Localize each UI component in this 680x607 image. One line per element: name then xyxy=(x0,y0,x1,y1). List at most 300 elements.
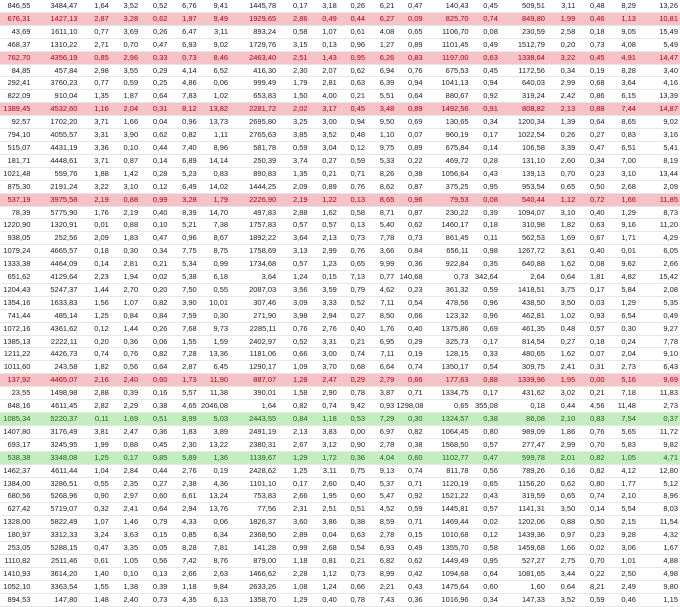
table-cell: 6,15 xyxy=(607,90,638,103)
table-cell: 861,45 xyxy=(425,232,471,245)
table-cell: 0,87 xyxy=(396,206,424,219)
table-row xyxy=(0,245,680,258)
table-cell: 3,64 xyxy=(230,271,278,284)
table-cell: 0,30 xyxy=(396,413,424,426)
table-cell: 0,57 xyxy=(471,438,500,451)
table-cell: 9,75 xyxy=(367,141,396,154)
table-cell: 1,07 xyxy=(310,25,339,38)
table-cell: 11,72 xyxy=(638,425,680,438)
table-cell: 627,42 xyxy=(0,503,32,516)
table-cell: 938,05 xyxy=(0,232,32,245)
table-cell: 7,54 xyxy=(607,413,638,426)
table-cell: 0,65 xyxy=(339,258,367,271)
table-cell: 310,98 xyxy=(500,219,547,232)
table-cell: 0,62 xyxy=(140,129,169,142)
table-cell: 5,54 xyxy=(607,503,638,516)
table-cell: 741,44 xyxy=(0,309,32,322)
table-cell: 13,73 xyxy=(199,116,230,129)
table-cell: 0,97 xyxy=(547,529,577,542)
table-cell: 0,53 xyxy=(339,413,367,426)
table-cell: 3,48 xyxy=(367,103,396,116)
table-cell: 4055,57 xyxy=(32,129,79,142)
table-row xyxy=(0,77,680,90)
table-cell: 13,36 xyxy=(199,348,230,361)
table-cell: 0,27 xyxy=(577,129,606,142)
table-cell: 5,34 xyxy=(169,258,198,271)
table-cell: 0,16 xyxy=(547,464,577,477)
table-cell: 0,69 xyxy=(471,322,500,335)
table-cell: 0,02 xyxy=(140,271,169,284)
table-cell: 2,13 xyxy=(547,103,577,116)
table-cell: 0,27 xyxy=(140,477,169,490)
table-cell: 6,05 xyxy=(638,245,680,258)
table-cell: 3,81 xyxy=(79,425,110,438)
table-cell: 1,66 xyxy=(111,116,140,129)
table-cell: 0,65 xyxy=(425,400,471,413)
table-cell: 0,34 xyxy=(140,245,169,258)
table-cell: 825,70 xyxy=(425,12,471,25)
table-cell: 2,09 xyxy=(278,180,309,193)
table-cell: 8,96 xyxy=(199,141,230,154)
table-cell: 1,18 xyxy=(310,413,339,426)
table-cell: 0,84 xyxy=(278,413,309,426)
table-cell: 0,82 xyxy=(577,464,606,477)
table-cell: 0,63 xyxy=(339,77,367,90)
table-cell: 0,08 xyxy=(471,193,500,206)
table-cell: 2,19 xyxy=(79,193,110,206)
table-cell: 656,11 xyxy=(425,245,471,258)
table-cell: 1,09 xyxy=(278,361,309,374)
table-cell: 9,16 xyxy=(607,219,638,232)
table-cell: 1081,65 xyxy=(500,567,547,580)
table-cell: 1,83 xyxy=(169,425,198,438)
table-cell: 1,81 xyxy=(577,271,606,284)
table-cell: 0,88 xyxy=(547,516,577,529)
table-cell: 2,86 xyxy=(278,12,309,25)
table-cell: 0,91 xyxy=(471,103,500,116)
table-cell: 0,13 xyxy=(140,567,169,580)
table-cell: 2,10 xyxy=(547,413,577,426)
table-cell: 1298,08 xyxy=(396,400,424,413)
table-cell: 8,62 xyxy=(367,180,396,193)
table-cell: 1,15 xyxy=(638,593,680,606)
table-cell: 480,65 xyxy=(500,348,547,361)
table-cell: 0,35 xyxy=(471,258,500,271)
table-cell: 0,64 xyxy=(396,90,424,103)
table-cell: 0,64 xyxy=(547,580,577,593)
table-cell: 1,56 xyxy=(79,296,110,309)
table-cell: 1418,51 xyxy=(500,283,547,296)
table-cell: 0,66 xyxy=(339,580,367,593)
table-cell: 0,23 xyxy=(577,529,606,542)
table-cell: 1,27 xyxy=(367,38,396,51)
table-cell: 0,33 xyxy=(140,51,169,64)
table-cell: 0,74 xyxy=(339,348,367,361)
table-cell: 2491,19 xyxy=(230,425,278,438)
table-cell: 1106,70 xyxy=(425,25,471,38)
table-cell: 3,69 xyxy=(111,25,140,38)
table-cell: 4,62 xyxy=(367,283,396,296)
table-cell: 1410,93 xyxy=(0,567,32,580)
table-cell: 0,80 xyxy=(577,477,606,490)
table-cell: 0,71 xyxy=(396,516,424,529)
table-cell: 4,33 xyxy=(169,516,198,529)
table-cell: 3,64 xyxy=(607,77,638,90)
table-cell: 1,82 xyxy=(547,219,577,232)
table-cell: 1110,82 xyxy=(0,554,32,567)
table-row xyxy=(0,387,680,400)
table-cell: 0,84 xyxy=(396,245,424,258)
table-row xyxy=(0,400,680,413)
table-row xyxy=(0,271,680,284)
table-cell: 0,50 xyxy=(577,180,606,193)
table-cell: 1120,19 xyxy=(425,477,471,490)
table-cell: 457,84 xyxy=(32,64,79,77)
table-cell: 1,11 xyxy=(199,129,230,142)
table-cell: 3975,58 xyxy=(32,193,79,206)
table-cell: 3,44 xyxy=(547,567,577,580)
table-cell: 7,29 xyxy=(367,413,396,426)
table-cell: 0,54 xyxy=(339,542,367,555)
table-cell: 7,38 xyxy=(199,219,230,232)
table-cell: 252,56 xyxy=(32,232,79,245)
table-cell: 11,48 xyxy=(607,400,638,413)
table-cell: 0,10 xyxy=(140,219,169,232)
table-cell: 123,32 xyxy=(425,309,471,322)
table-cell: 9,10 xyxy=(638,348,680,361)
table-cell: 2,94 xyxy=(169,503,198,516)
table-cell: 0,60 xyxy=(396,451,424,464)
table-cell: 1,05 xyxy=(607,451,638,464)
table-cell: 9,82 xyxy=(638,438,680,451)
table-cell: 3,24 xyxy=(79,529,110,542)
table-cell: 1156,20 xyxy=(500,477,547,490)
table-row xyxy=(0,593,680,606)
table-cell: 1,59 xyxy=(199,335,230,348)
table-cell: 0,74 xyxy=(310,400,339,413)
table-cell: 0,40 xyxy=(577,245,606,258)
table-row xyxy=(0,116,680,129)
table-cell: 2,30 xyxy=(278,64,309,77)
table-cell: 0,69 xyxy=(396,116,424,129)
table-cell: 0,60 xyxy=(140,490,169,503)
table-cell: 0,01 xyxy=(79,219,110,232)
table-cell: 0,02 xyxy=(471,516,500,529)
table-cell: 14,47 xyxy=(638,51,680,64)
table-cell: 0,71 xyxy=(396,387,424,400)
table-cell: 1333,38 xyxy=(0,258,32,271)
table-cell: 6,97 xyxy=(367,425,396,438)
table-cell: 1826,37 xyxy=(230,516,278,529)
table-cell: 13,26 xyxy=(638,0,680,12)
table-row xyxy=(0,580,680,593)
table-cell: 1056,64 xyxy=(425,167,471,180)
table-row xyxy=(0,38,680,51)
table-cell: 2,42 xyxy=(547,90,577,103)
table-cell: 7,68 xyxy=(169,322,198,335)
table-cell: 0,74 xyxy=(577,490,606,503)
table-cell: 0,22 xyxy=(577,567,606,580)
table-row xyxy=(0,296,680,309)
table-cell: 0,82 xyxy=(577,451,606,464)
table-cell: 0,76 xyxy=(339,180,367,193)
table-cell: 2046,08 xyxy=(199,400,230,413)
table-cell: 3,75 xyxy=(547,283,577,296)
table-cell: 1139,67 xyxy=(230,451,278,464)
table-cell: 3,25 xyxy=(278,116,309,129)
table-cell: 1389,45 xyxy=(0,103,32,116)
table-cell: 4,56 xyxy=(577,400,606,413)
table-cell: 1016,96 xyxy=(425,593,471,606)
table-cell: 0,40 xyxy=(310,593,339,606)
table-cell: 7,28 xyxy=(169,348,198,361)
table-cell: 1,10 xyxy=(367,129,396,142)
table-cell: 5,33 xyxy=(367,154,396,167)
table-cell: 137,92 xyxy=(0,374,32,387)
table-cell: 106,58 xyxy=(500,141,547,154)
table-cell: 6,61 xyxy=(169,490,198,503)
table-cell: 0,93 xyxy=(577,309,606,322)
table-cell: 0,27 xyxy=(547,335,577,348)
table-cell: 1102,77 xyxy=(425,451,471,464)
table-cell: 4465,07 xyxy=(32,374,79,387)
table-cell: 130,65 xyxy=(425,116,471,129)
table-cell: 811,78 xyxy=(425,464,471,477)
table-cell: 0,09 xyxy=(396,12,424,25)
table-cell: 527,27 xyxy=(500,554,547,567)
table-cell: 3,00 xyxy=(310,348,339,361)
table-cell: 6,82 xyxy=(367,554,396,567)
table-cell: 0,76 xyxy=(396,64,424,77)
table-cell: 13,22 xyxy=(199,438,230,451)
table-cell: 1,73 xyxy=(169,374,198,387)
table-cell: 2,82 xyxy=(79,400,110,413)
table-cell: 438,50 xyxy=(500,296,547,309)
table-cell: 0,83 xyxy=(396,51,424,64)
table-cell: 0,55 xyxy=(199,283,230,296)
table-cell: 0,01 xyxy=(607,245,638,258)
table-cell: 1079,24 xyxy=(0,245,32,258)
table-cell: 4,86 xyxy=(169,77,198,90)
table-cell: 3,85 xyxy=(278,129,309,142)
table-cell: 0,17 xyxy=(471,129,500,142)
table-cell: 7,75 xyxy=(169,245,198,258)
table-cell: 7,13 xyxy=(339,271,367,284)
table-cell: 894,53 xyxy=(0,593,32,606)
table-cell: 2,50 xyxy=(607,567,638,580)
table-cell: 2226,90 xyxy=(230,193,278,206)
table-cell: 86,08 xyxy=(500,413,547,426)
table-cell: 5268,96 xyxy=(32,490,79,503)
table-cell: 0,88 xyxy=(111,438,140,451)
table-cell: 2511,46 xyxy=(32,554,79,567)
table-cell: 0,57 xyxy=(278,258,309,271)
table-cell: 2,13 xyxy=(278,425,309,438)
table-cell: 3363,54 xyxy=(32,580,79,593)
table-cell: 0,10 xyxy=(111,567,140,580)
table-cell: 640,88 xyxy=(500,258,547,271)
table-cell: 3,31 xyxy=(79,129,110,142)
table-cell: 4,00 xyxy=(310,90,339,103)
table-cell: 1350,17 xyxy=(425,361,471,374)
table-cell: 1094,07 xyxy=(500,206,547,219)
table-cell: 1,83 xyxy=(111,232,140,245)
table-cell: 3,56 xyxy=(278,283,309,296)
table-cell: 0,85 xyxy=(140,451,169,464)
table-cell: 6,13 xyxy=(199,593,230,606)
table-cell: 2,66 xyxy=(278,490,309,503)
table-cell: 3,50 xyxy=(547,296,577,309)
table-cell: 5,23 xyxy=(169,167,198,180)
table-cell: 1211,22 xyxy=(0,348,32,361)
table-cell: 8,96 xyxy=(638,490,680,503)
table-cell: 1197,00 xyxy=(425,51,471,64)
table-cell: 0,55 xyxy=(79,477,110,490)
table-cell: 0,74 xyxy=(79,348,110,361)
table-cell: 0,64 xyxy=(577,116,606,129)
table-cell: 7,44 xyxy=(607,103,638,116)
table-cell: 0,26 xyxy=(140,25,169,38)
table-row xyxy=(0,542,680,555)
table-cell: 0,83 xyxy=(199,167,230,180)
table-cell: 10,01 xyxy=(199,296,230,309)
table-cell: 9,99 xyxy=(367,258,396,271)
table-row xyxy=(0,529,680,542)
table-cell: 0,32 xyxy=(79,503,110,516)
table-cell: 1,76 xyxy=(79,206,110,219)
table-cell: 0,43 xyxy=(471,167,500,180)
table-cell: 0,77 xyxy=(79,25,110,38)
table-cell: 0,47 xyxy=(577,141,606,154)
table-cell: 2,04 xyxy=(607,348,638,361)
table-cell: 1,58 xyxy=(278,387,309,400)
table-cell: 0,20 xyxy=(140,283,169,296)
table-cell: 2380,31 xyxy=(230,438,278,451)
table-row xyxy=(0,51,680,64)
table-row xyxy=(0,90,680,103)
table-cell: 7,81 xyxy=(199,542,230,555)
table-cell: 1375,86 xyxy=(425,322,471,335)
table-cell: 8,39 xyxy=(169,206,198,219)
table-cell: 0,17 xyxy=(471,387,500,400)
table-cell: 0,20 xyxy=(79,335,110,348)
table-cell: 6,89 xyxy=(169,154,198,167)
table-cell: 2,88 xyxy=(79,387,110,400)
table-cell: 43,69 xyxy=(0,25,32,38)
table-cell: 0,08 xyxy=(577,258,606,271)
table-cell: 2,13 xyxy=(310,232,339,245)
table-cell: 0,27 xyxy=(339,309,367,322)
table-cell: 2,21 xyxy=(367,580,396,593)
table-cell: 890,83 xyxy=(230,167,278,180)
table-cell: 2,07 xyxy=(310,64,339,77)
table-cell: 0,47 xyxy=(471,451,500,464)
table-cell: 2,75 xyxy=(547,554,577,567)
table-cell: 0,47 xyxy=(79,542,110,555)
table-cell: 9,02 xyxy=(638,116,680,129)
table-cell: 1339,96 xyxy=(500,374,547,387)
table-cell: 6,26 xyxy=(367,51,396,64)
table-cell: 4,29 xyxy=(638,232,680,245)
table-cell: 243,58 xyxy=(32,361,79,374)
table-cell: 2,19 xyxy=(278,193,309,206)
table-cell: 3,64 xyxy=(278,232,309,245)
table-cell: 0,62 xyxy=(339,64,367,77)
table-cell: 23,55 xyxy=(0,387,32,400)
table-cell: 3,52 xyxy=(310,129,339,142)
table-cell: 910,04 xyxy=(32,90,79,103)
table-cell: 2,29 xyxy=(111,400,140,413)
table-cell: 960,19 xyxy=(425,129,471,142)
table-cell: 6,54 xyxy=(607,309,638,322)
table-cell: 0,46 xyxy=(607,593,638,606)
table-cell: 5,21 xyxy=(169,219,198,232)
table-cell: 2402,97 xyxy=(230,335,278,348)
table-cell: 2,49 xyxy=(607,580,638,593)
table-cell: 6,27 xyxy=(367,12,396,25)
table-cell: 1354,16 xyxy=(0,296,32,309)
table-cell: 2,01 xyxy=(547,451,577,464)
table-cell: 887,07 xyxy=(230,374,278,387)
table-cell: 1,42 xyxy=(111,167,140,180)
table-cell: 0,59 xyxy=(111,77,140,90)
table-cell: 0,64 xyxy=(471,567,500,580)
table-cell: 307,46 xyxy=(230,296,278,309)
table-cell: 0,30 xyxy=(111,245,140,258)
table-cell: 1358,70 xyxy=(230,593,278,606)
table-cell: 1,87 xyxy=(111,90,140,103)
table-cell: 6,51 xyxy=(607,141,638,154)
table-cell: 0,30 xyxy=(607,322,638,335)
table-cell: 0,08 xyxy=(471,25,500,38)
table-cell: 0,94 xyxy=(471,77,500,90)
table-cell: 0,26 xyxy=(339,0,367,12)
table-cell: 3,16 xyxy=(638,129,680,142)
table-cell: 1,12 xyxy=(547,193,577,206)
table-cell: 1492,56 xyxy=(425,103,471,116)
table-row xyxy=(0,425,680,438)
table-cell: 1,25 xyxy=(278,464,309,477)
table-cell: 2,96 xyxy=(111,51,140,64)
table-cell: 8,75 xyxy=(199,245,230,258)
table-cell: 15,49 xyxy=(638,25,680,38)
table-cell: 0,04 xyxy=(140,116,169,129)
table-cell: 0,79 xyxy=(140,516,169,529)
table-row xyxy=(0,348,680,361)
table-cell: 2,47 xyxy=(310,374,339,387)
table-row xyxy=(0,167,680,180)
table-cell: 893,24 xyxy=(230,25,278,38)
table-row xyxy=(0,413,680,426)
table-cell: 0,78 xyxy=(339,593,367,606)
table-cell: 5,49 xyxy=(638,38,680,51)
table-cell: 0,73 xyxy=(169,51,198,64)
table-cell: 0,96 xyxy=(169,116,198,129)
table-cell: 0,68 xyxy=(577,77,606,90)
table-cell: 2,94 xyxy=(310,309,339,322)
table-cell: 2,89 xyxy=(278,529,309,542)
table-cell: 0,70 xyxy=(577,438,606,451)
table-cell: 12,80 xyxy=(638,464,680,477)
table-cell: 0,88 xyxy=(111,193,140,206)
table-cell: 1,07 xyxy=(79,516,110,529)
table-cell: 0,31 xyxy=(577,361,606,374)
table-row xyxy=(0,129,680,142)
table-cell: 0,21 xyxy=(339,554,367,567)
table-cell: 3484,47 xyxy=(32,0,79,12)
table-cell: 3,60 xyxy=(278,516,309,529)
table-cell: 675,53 xyxy=(425,64,471,77)
